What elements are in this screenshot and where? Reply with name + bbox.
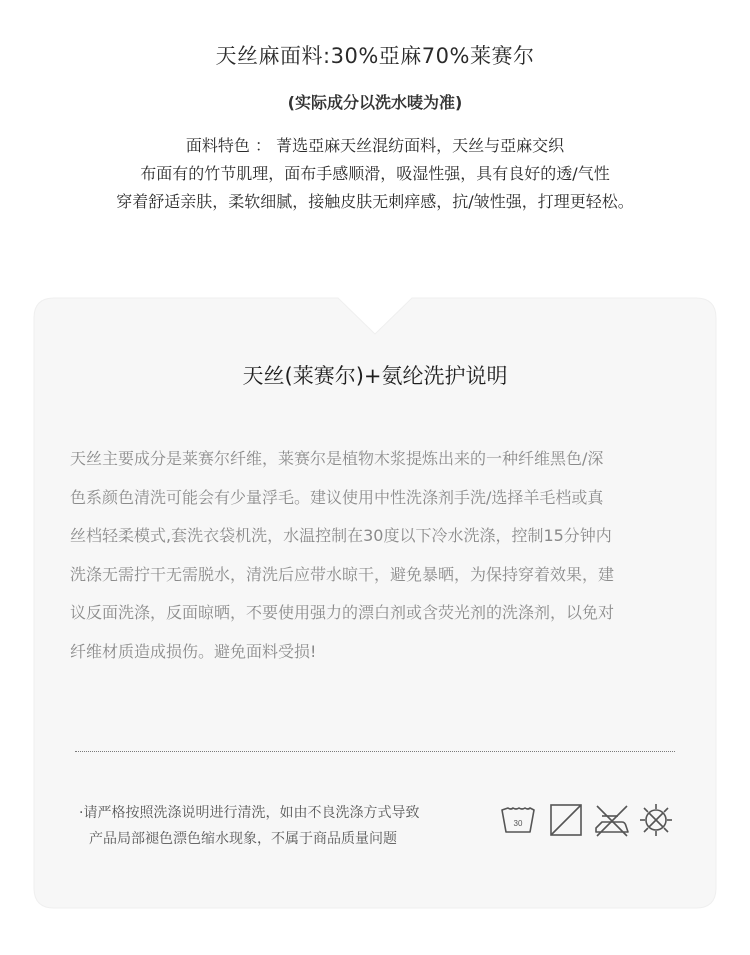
- shade-dry-icon: [548, 802, 584, 838]
- care-warning: [79, 800, 419, 852]
- no-iron-icon: [594, 802, 630, 838]
- care-line: 天丝主要成分是莱赛尔纤维，莱赛尔是植物木浆提炼出来的一种纤维黑色/深: [70, 449, 604, 468]
- no-tumble-dry-icon: [638, 802, 674, 838]
- care-card: [32, 296, 718, 910]
- wash-30-icon: [500, 802, 536, 838]
- warning-line: ·请严格按照洗涤说明进行清洗，如由不良洗涤方式导致: [79, 805, 420, 821]
- fabric-note: (实际成分以洗水唛为准): [287, 93, 463, 112]
- care-line: 议反面洗涤，反面晾晒，不要使用强力的漂白剂或含荧光剂的洗涤剂，以免对: [70, 603, 615, 622]
- feature-line: 面料特色 ： 菁选亞麻天丝混纺面料，天丝与亞麻交织: [185, 136, 565, 155]
- wash-temperature-label: 30: [513, 819, 523, 828]
- warning-line: 产品局部褪色漂色缩水现象，不属于商品质量问题: [89, 831, 397, 847]
- feature-line: 穿着舒适亲肤，柔软细腻，接触皮肤无刺痒感，抗/皱性强，打理更轻松。: [116, 192, 634, 211]
- feature-line: 布面有的竹节肌理，面布手感顺滑，吸湿性强，具有良好的透/气性: [140, 164, 610, 183]
- care-line: 丝档轻柔模式,套洗衣袋机洗，水温控制在30度以下冷水洗涤，控制15分钟内: [70, 526, 612, 545]
- fabric-title: 天丝麻面料:30%亞麻70%莱赛尔: [215, 44, 535, 68]
- care-title: 天丝(莱赛尔)+氨纶洗护说明: [242, 364, 508, 388]
- care-line: 色系颜色清洗可能会有少量浮毛。建议使用中性洗涤剂手洗/选择羊毛档或真: [70, 487, 604, 507]
- dotted-divider: [75, 751, 675, 752]
- care-line: 洗涤无需拧干无需脱水，清洗后应带水晾干，避免暴晒，为保持穿着效果，建: [70, 564, 615, 584]
- care-line: 纤维材质造成损伤。避免面料受损!: [70, 641, 317, 661]
- fabric-features: [0, 132, 750, 216]
- care-description: [70, 440, 684, 671]
